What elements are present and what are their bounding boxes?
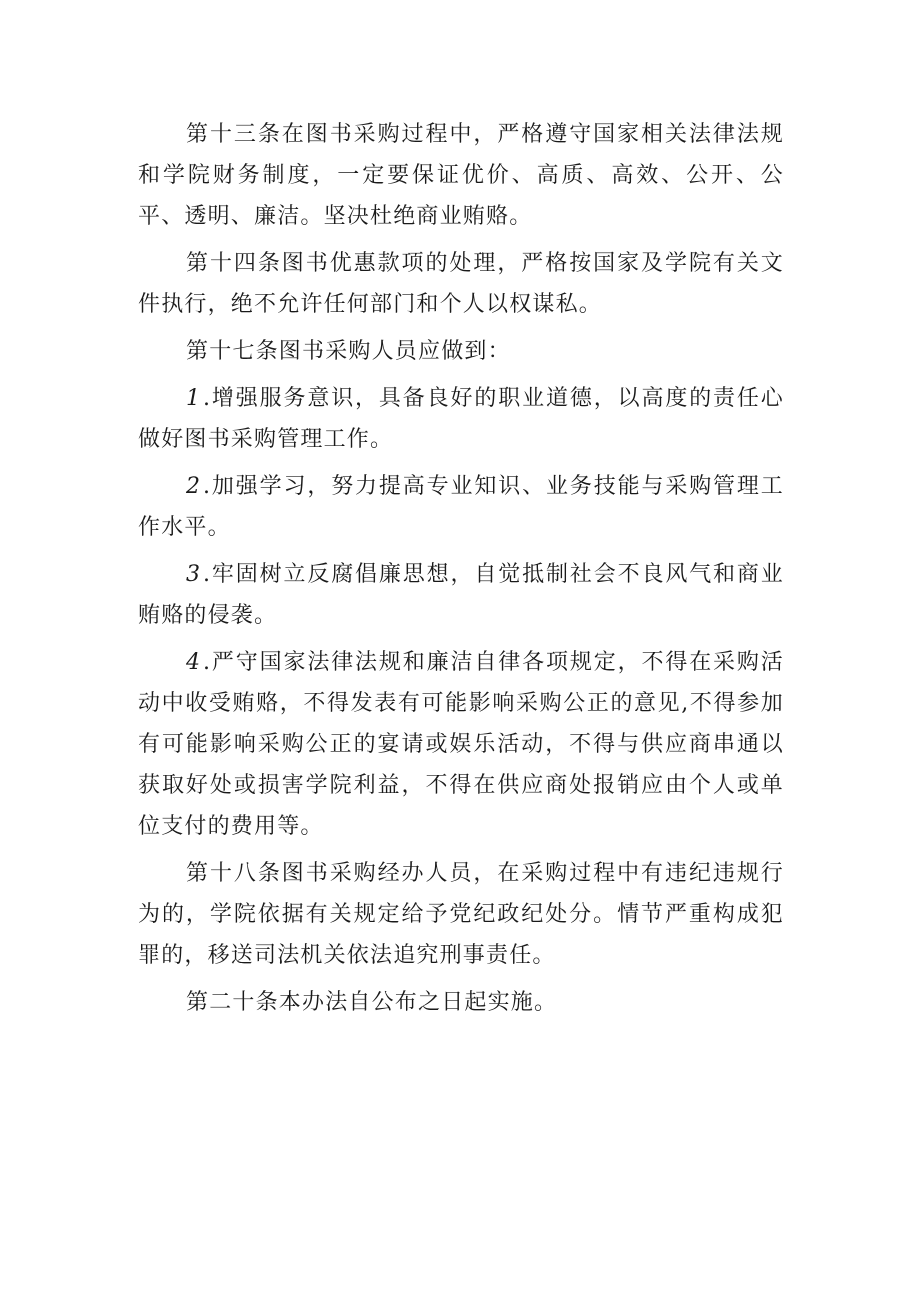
article-18-paragraph: 第十八条图书采购经办人员，在采购过程中有违纪违规行为的，学院依据有关规定给予党纪政纪处分。情节严重构成犯罪的，移送司法机关依法追究刑事责任。 [138,861,784,968]
article-13-paragraph: 第十三条在图书采购过程中，严格遵守国家相关法律法规和学院财务制度，一定要保证优价、高质、高效、公开、公平、透明、廉洁。坚决杜绝商业贿赂。 [138,122,784,229]
article-14-paragraph: 第十四条图书优惠款项的处理，严格按国家及学院有关文件执行，绝不允许任何部门和个人以权谋私。 [138,251,784,317]
list-number: 4 [186,650,203,675]
list-item-3: 3.牢固树立反腐倡廉思想，自觉抵制社会不良风气和商业贿赂的侵袭。 [138,562,784,628]
list-item-4: 4.严守国家法律法规和廉洁自律各项规定，不得在采购活动中收受贿赂，不得发表有可能影响采购公正的意见,不得参加有可能影响采购公正的宴请或娱乐活动，不得与供应商串通以获取好处或损害学院利益，不得在供应商处报销应由个人或单位支付的费用等。 [138,650,784,839]
document-page [138,114,784,1029]
list-item-2: 2.加强学习，努力提高专业知识、业务技能与采购管理工作水平。 [138,474,784,540]
list-number: 1 [186,386,203,411]
article-20-paragraph: 第二十条本办法自公布之日起实施。 [186,990,558,1015]
article-17-paragraph: 第十七条图书采购人员应做到： [186,339,511,364]
list-item-1: 1.增强服务意识，具备良好的职业道德，以高度的责任心做好图书采购管理工作。 [138,386,784,452]
list-number: 3 [186,562,203,587]
list-number: 2 [186,474,203,499]
